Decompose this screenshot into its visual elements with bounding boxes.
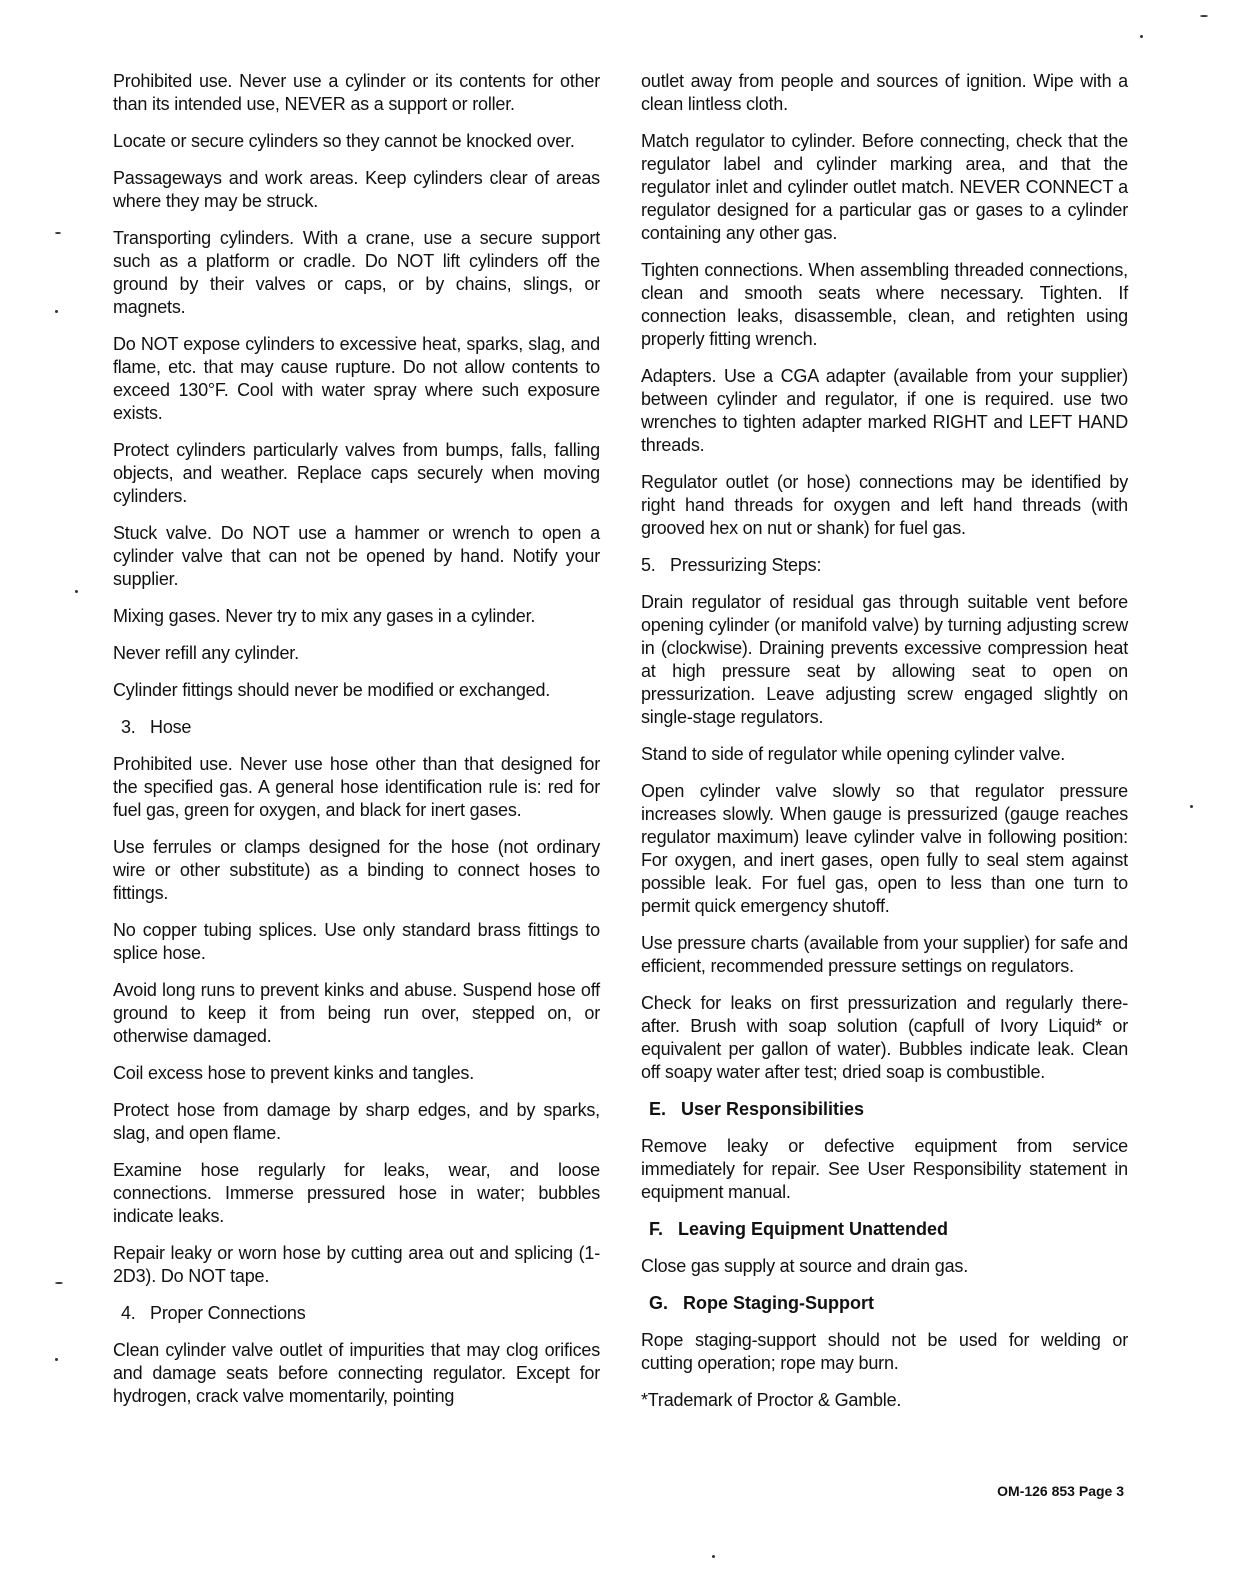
paragraph: Remove leaky or defective equipment from service immediately for repair. See User Responsibility statement in equipment manual. bbox=[641, 1136, 1128, 1202]
scan-speck bbox=[1190, 805, 1193, 808]
paragraph: Check for leaks on first pressurization and regularly there-after. Brush with soap solution (capfull of Ivory Liquid* or equivalent per gallon of water). Bubbles indicate leak. Clean off soapy water after test; dried soap is combustible. bbox=[641, 993, 1128, 1082]
paragraph: Cylinder fittings should never be modified or exchanged. bbox=[113, 680, 551, 700]
scan-speck bbox=[55, 232, 61, 234]
scan-speck bbox=[75, 590, 78, 593]
paragraph: Passageways and work areas. Keep cylinders clear of areas where they may be struck. bbox=[113, 168, 600, 211]
paragraph: Repair leaky or worn hose by cutting area out and splicing (1-2D3). Do NOT tape. bbox=[113, 1243, 600, 1286]
scan-speck bbox=[712, 1555, 715, 1558]
paragraph: Open cylinder valve slowly so that regulator pressure increases slowly. When gauge is pressurized (gauge reaches regulator maximum) leave cylinder valve in following position: For oxygen, and inert gases, open fully to seal stem against possible leak. For fuel gas, open to less than one turn to permit quick emergency shutoff. bbox=[641, 781, 1128, 916]
paragraph: Rope staging-support should not be used for welding or cutting operation; rope may burn. bbox=[641, 1330, 1128, 1373]
page-footer: OM-126 853 Page 3 bbox=[997, 1483, 1124, 1499]
paragraph: No copper tubing splices. Use only standard brass fittings to splice hose. bbox=[113, 920, 600, 963]
left-column bbox=[113, 70, 600, 1422]
paragraph: Locate or secure cylinders so they cannot be knocked over. bbox=[113, 131, 575, 151]
scan-speck bbox=[1140, 35, 1143, 38]
footnote: *Trademark of Proctor & Gamble. bbox=[641, 1390, 902, 1410]
paragraph: Examine hose regularly for leaks, wear, and loose connections. Immerse pressured hose in water; bubbles indicate leaks. bbox=[113, 1160, 600, 1226]
paragraph: Adapters. Use a CGA adapter (available from your supplier) between cylinder and regulator, if one is required. use two wrenches to tighten adapter marked RIGHT and LEFT HAND threads. bbox=[641, 366, 1128, 455]
paragraph: Stand to side of regulator while opening cylinder valve. bbox=[641, 744, 1066, 764]
section-heading-proper-connections: 4. Proper Connections bbox=[121, 1303, 306, 1323]
right-column bbox=[641, 70, 1128, 1426]
paragraph: Prohibited use. Never use hose other than that designed for the specified gas. A general hose identification rule is: red for fuel gas, green for oxygen, and black for inert gases. bbox=[113, 754, 600, 820]
section-heading-rope-staging: G. Rope Staging-Support bbox=[649, 1293, 874, 1313]
paragraph: Mixing gases. Never try to mix any gases in a cylinder. bbox=[113, 606, 536, 626]
section-heading-pressurizing-steps: 5. Pressurizing Steps: bbox=[641, 555, 822, 575]
scan-speck bbox=[55, 1358, 58, 1361]
paragraph: Avoid long runs to prevent kinks and abuse. Suspend hose off ground to keep it from being run over, stepped on, or otherwise damaged. bbox=[113, 980, 600, 1046]
paragraph: Coil excess hose to prevent kinks and tangles. bbox=[113, 1063, 475, 1083]
paragraph: Clean cylinder valve outlet of impurities that may clog orifices and damage seats before connecting regulator. Except for hydrogen, crack valve momentarily, pointing bbox=[113, 1340, 600, 1406]
paragraph: Tighten connections. When assembling threaded connections, clean and smooth seats where necessary. Tighten. If connection leaks, disassemble, clean, and retighten using properly fitting wrench. bbox=[641, 260, 1128, 349]
paragraph: outlet away from people and sources of ignition. Wipe with a clean lintless cloth. bbox=[641, 71, 1128, 114]
section-heading-hose: 3. Hose bbox=[121, 717, 192, 737]
paragraph: Do NOT expose cylinders to excessive heat, sparks, slag, and flame, etc. that may cause rupture. Do not allow contents to exceed 130°F. Cool with water spray where such exposure exists. bbox=[113, 334, 600, 423]
scan-speck bbox=[55, 1282, 63, 1284]
paragraph: Protect cylinders particularly valves from bumps, falls, falling objects, and weather. Replace caps securely when moving cylinders. bbox=[113, 440, 600, 506]
paragraph: Regulator outlet (or hose) connections may be identified by right hand threads for oxygen and left hand threads (with grooved hex on nut or shank) for fuel gas. bbox=[641, 472, 1128, 538]
scan-speck bbox=[1200, 15, 1208, 17]
section-heading-user-responsibilities: E. User Responsibilities bbox=[649, 1099, 865, 1119]
paragraph: Use ferrules or clamps designed for the hose (not ordinary wire or other substitute) as a binding to connect hoses to fittings. bbox=[113, 837, 600, 903]
paragraph: Never refill any cylinder. bbox=[113, 643, 299, 663]
paragraph: Close gas supply at source and drain gas. bbox=[641, 1256, 968, 1276]
scan-speck bbox=[55, 310, 58, 313]
paragraph: Protect hose from damage by sharp edges, and by sparks, slag, and open flame. bbox=[113, 1100, 600, 1143]
paragraph: Transporting cylinders. With a crane, use a secure support such as a platform or cradle. Do NOT lift cylinders off the ground by their valves or caps, or by chains, slings, or magnets. bbox=[113, 228, 600, 317]
paragraph: Prohibited use. Never use a cylinder or its contents for other than its intended use, NEVER as a support or roller. bbox=[113, 71, 600, 114]
paragraph: Stuck valve. Do NOT use a hammer or wrench to open a cylinder valve that can not be opened by hand. Notify your supplier. bbox=[113, 523, 600, 589]
section-heading-leaving-equipment: F. Leaving Equipment Unattended bbox=[649, 1219, 949, 1239]
paragraph: Drain regulator of residual gas through suitable vent before opening cylinder (or manifold valve) by turning adjusting screw in (clockwise). Draining prevents excessive compression heat at high pressure seat by allowing seat to open on pressurization. Leave adjusting screw engaged slightly on single-stage regulators. bbox=[641, 592, 1128, 727]
paragraph: Match regulator to cylinder. Before connecting, check that the regulator label and cylinder marking area, and that the regulator inlet and cylinder outlet match. NEVER CONNECT a regulator designed for a particular gas or gases to a cylinder containing any other gas. bbox=[641, 131, 1128, 243]
paragraph: Use pressure charts (available from your supplier) for safe and efficient, recommended pressure settings on regulators. bbox=[641, 933, 1128, 976]
